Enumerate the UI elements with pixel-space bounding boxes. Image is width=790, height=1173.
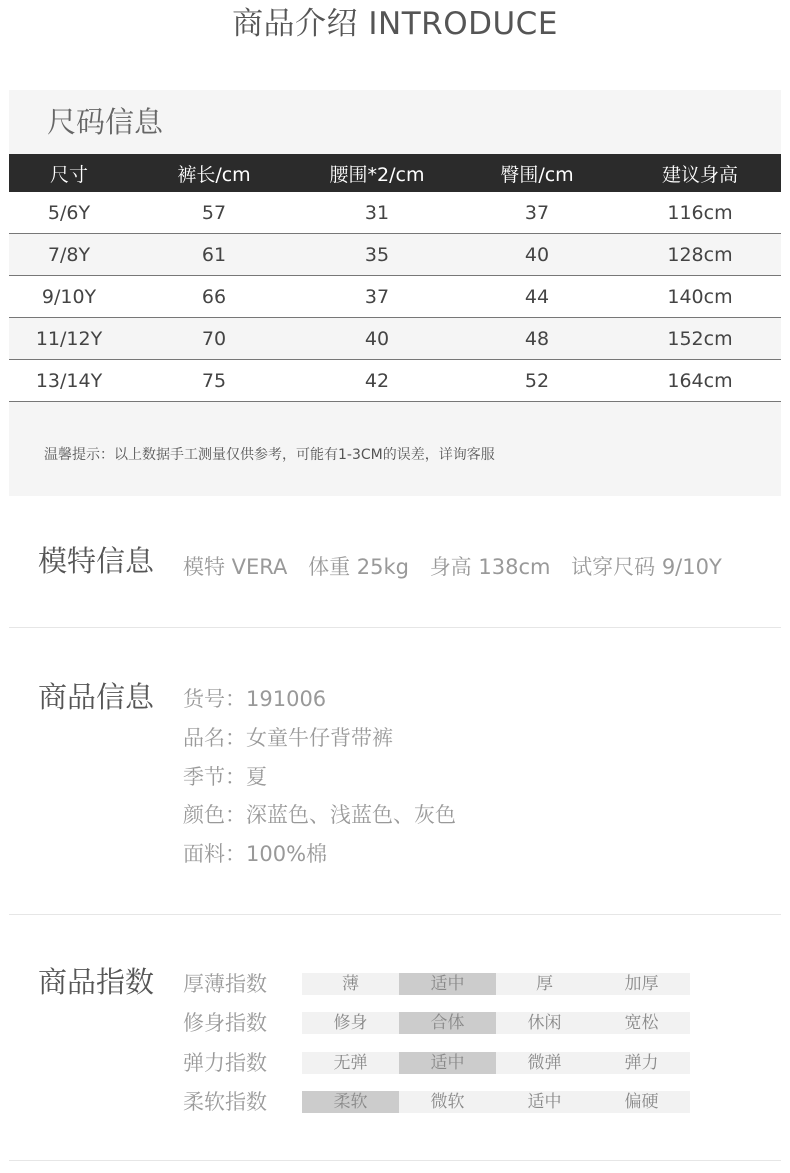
divider — [9, 914, 781, 915]
divider — [9, 627, 781, 628]
index-name: 厚薄指数 — [183, 972, 267, 996]
divider — [9, 1160, 781, 1161]
product-colors: 颜色：深蓝色、浅蓝色、灰色 — [183, 803, 456, 828]
table-cell: 13/14Y — [9, 360, 129, 402]
model-trial-size: 试穿尺码 9/10Y — [571, 555, 722, 579]
table-cell: 70 — [129, 318, 299, 360]
index-option: 微软 — [430, 1091, 465, 1112]
table-cell: 40 — [455, 234, 619, 276]
table-cell: 37 — [455, 192, 619, 234]
table-row — [9, 234, 781, 276]
index-option: 修身 — [333, 1013, 368, 1034]
table-cell: 40 — [299, 318, 455, 360]
table-cell: 42 — [299, 360, 455, 402]
model-info-details — [183, 551, 736, 581]
product-info-list — [183, 683, 456, 877]
table-row — [9, 318, 781, 360]
length-column-header: 裤长/cm — [129, 154, 299, 192]
measurement-note: 温馨提示：以上数据手工测量仅供参考，可能有1-3CM的误差，详询客服 — [44, 447, 495, 463]
table-cell: 66 — [129, 276, 299, 318]
hip-column-header: 臀围/cm — [455, 154, 619, 192]
table-cell: 52 — [455, 360, 619, 402]
product-sku: 货号：191006 — [183, 687, 327, 711]
product-index-label: 商品指数 — [38, 965, 155, 999]
table-cell: 57 — [129, 192, 299, 234]
table-cell: 128cm — [619, 234, 781, 276]
table-cell: 31 — [299, 192, 455, 234]
model-weight: 体重 25kg — [308, 555, 409, 579]
table-cell: 75 — [129, 360, 299, 402]
product-season: 季节：夏 — [183, 764, 267, 789]
table-cell: 37 — [299, 276, 455, 318]
table-cell: 7/8Y — [9, 234, 129, 276]
index-name: 柔软指数 — [183, 1089, 267, 1114]
index-option: 适中 — [527, 1091, 562, 1112]
product-info-label: 商品信息 — [38, 680, 155, 714]
index-options — [302, 973, 690, 995]
page-title: 商品介绍 INTRODUCE — [232, 6, 558, 42]
index-name: 弹力指数 — [183, 1050, 267, 1075]
product-fabric: 面料：100%棉 — [183, 842, 328, 867]
index-option: 加厚 — [624, 974, 659, 994]
index-options — [302, 1091, 690, 1113]
index-options — [302, 1012, 690, 1034]
index-option: 厚 — [536, 974, 553, 994]
index-option: 偏硬 — [624, 1091, 659, 1112]
table-cell: 140cm — [619, 276, 781, 318]
size-table — [9, 154, 781, 402]
table-cell: 116cm — [619, 192, 781, 234]
index-option-selected: 柔软 — [302, 1091, 399, 1113]
index-option: 微弹 — [527, 1052, 562, 1073]
table-cell: 35 — [299, 234, 455, 276]
table-row — [9, 276, 781, 318]
table-row — [9, 192, 781, 234]
model-info-label: 模特信息 — [38, 544, 155, 578]
model-height: 身高 138cm — [429, 555, 551, 579]
table-cell: 9/10Y — [9, 276, 129, 318]
waist-column-header: 腰围*2/cm — [299, 154, 455, 192]
index-option: 弹力 — [624, 1052, 659, 1073]
table-cell: 61 — [129, 234, 299, 276]
index-option-selected: 适中 — [399, 1052, 496, 1074]
index-option: 无弹 — [333, 1052, 368, 1073]
table-cell: 5/6Y — [9, 192, 129, 234]
table-cell: 11/12Y — [9, 318, 129, 360]
index-name: 修身指数 — [183, 1011, 267, 1036]
model-name: 模特 VERA — [183, 555, 288, 579]
height-column-header: 建议身高 — [619, 154, 781, 192]
size-info-heading: 尺码信息 — [47, 105, 164, 139]
index-option: 休闲 — [527, 1013, 562, 1034]
table-row — [9, 360, 781, 402]
index-option-selected: 适中 — [399, 973, 496, 995]
index-option: 薄 — [342, 974, 359, 994]
size-info-panel — [9, 90, 781, 496]
size-column-header: 尺寸 — [9, 154, 129, 192]
index-option: 宽松 — [624, 1013, 659, 1034]
size-table-header-row — [9, 154, 781, 192]
table-cell: 48 — [455, 318, 619, 360]
index-option-selected: 合体 — [399, 1012, 496, 1034]
table-cell: 164cm — [619, 360, 781, 402]
table-cell: 44 — [455, 276, 619, 318]
index-options — [302, 1052, 690, 1074]
product-name: 品名：女童牛仔背带裤 — [183, 725, 393, 750]
table-cell: 152cm — [619, 318, 781, 360]
